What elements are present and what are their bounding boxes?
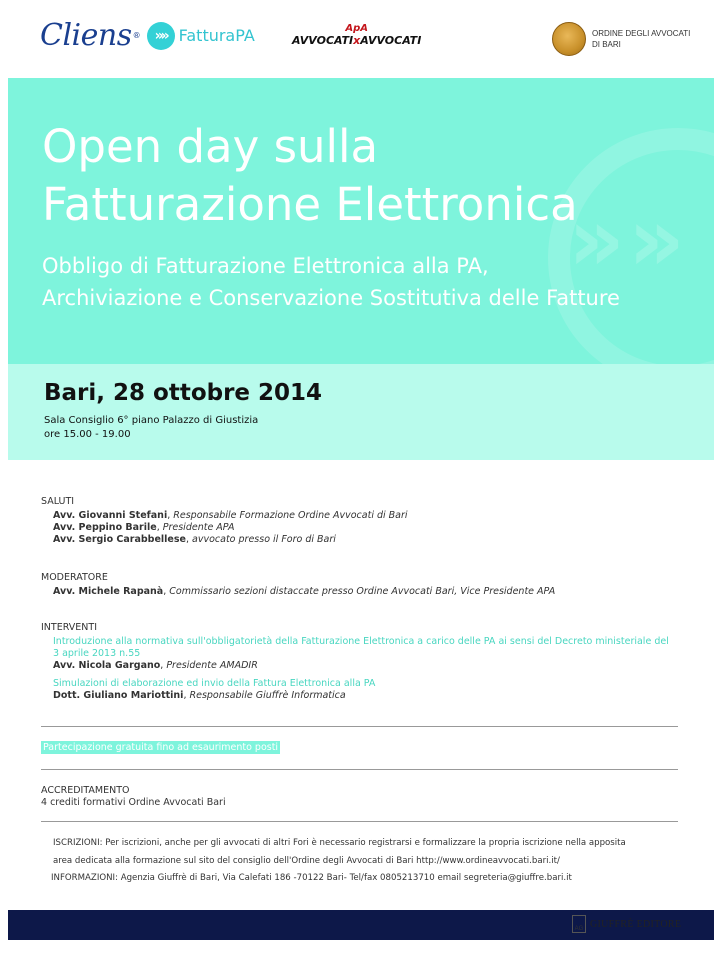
publisher-name: GIUFFRÈ EDITORE [590, 918, 682, 930]
seal-icon [552, 22, 586, 56]
apa-wordmark [292, 34, 421, 48]
person-name: Dott. Giuliano Mariottini [53, 690, 184, 701]
title-line1: Open day sulla [42, 120, 379, 173]
section-moderatore [41, 572, 681, 598]
list-item: Dott. Giuliano Mariottini, Responsabile Giuffrè Informatica [53, 690, 346, 701]
venue-text: Sala Consiglio 6° piano Palazzo di Giustizia [44, 415, 259, 426]
section-interventi [41, 622, 681, 702]
fatturapa-label: FatturaPA [178, 26, 255, 45]
cliens-wordmark: Cliens [40, 18, 132, 53]
header [0, 0, 720, 78]
apa-mark: ApA [345, 23, 368, 34]
event-date: Bari, 28 ottobre 2014 [44, 380, 323, 406]
apa-logo [292, 24, 421, 48]
talk-title: Introduzione alla normativa sull'obbligatorietà della Fatturazione Elettronica a carico delle PA ai sensi del Decreto ministeriale del [53, 636, 669, 647]
list-item: Avv. Sergio Carabbellese, avvocato presso il Foro di Bari [53, 534, 336, 545]
talk-title: Simulazioni di elaborazione ed invio della Fattura Elettronica alla PA [53, 678, 376, 689]
subtitle-line2: Archiviazione e Conservazione Sostitutiva delle Fatture [42, 286, 620, 310]
section-heading: INTERVENTI [41, 622, 98, 633]
subtitle-line1: Obbligo di Fatturazione Elettronica alla PA, [42, 254, 489, 278]
accreditamento-text: 4 crediti formativi Ordine Avvocati Bari [41, 797, 226, 808]
divider [41, 821, 678, 822]
list-item: Avv. Peppino Barile, Presidente APA [53, 522, 235, 533]
ordine-avvocati-logo [552, 22, 690, 56]
person-name: Avv. Giovanni Stefani [53, 510, 168, 521]
divider [41, 769, 678, 770]
giuffre-logo [572, 915, 681, 933]
person-role: avvocato presso il Foro di Bari [192, 534, 336, 545]
chevron-right-icon: » [628, 188, 685, 291]
person-name: Avv. Nicola Gargano [53, 660, 161, 671]
event-venue [44, 414, 258, 442]
informazioni-text: INFORMAZIONI: Agenzia Giuffrè di Bari, Via Calefati 186 -70122 Bari- Tel/fax 0805213710 email segreteria@giuffre.bari.it [51, 873, 572, 883]
date-band [8, 364, 714, 460]
iscrizioni-text: ISCRIZIONI: Per iscrizioni, anche per gli avvocati di altri Fori è necessario registrarsi e formalizzare la propria iscrizione nella apposita [53, 838, 626, 848]
accreditamento-section [41, 785, 226, 809]
ordine-text [592, 28, 690, 50]
iscrizioni-text-cont: area dedicata alla formazione sul sito del consiglio dell'Ordine degli Avvocati di Bari http://www.ordineavvocati.bari.it/ [53, 856, 560, 866]
section-heading: MODERATORE [41, 572, 108, 583]
participation-note: Partecipazione gratuita fino ad esaurimento posti [43, 742, 279, 753]
subtitle [42, 250, 620, 314]
apa-x: x [353, 34, 361, 47]
registered-mark: ® [132, 31, 141, 40]
talk-title-cont: 3 aprile 2013 n.55 [53, 648, 141, 659]
person-role: Presidente AMADIR [166, 660, 258, 671]
cliens-logo [40, 18, 255, 53]
apa-right: AVVOCATI [360, 34, 422, 47]
person-role: Responsabile Giuffrè Informatica [189, 690, 346, 701]
ordine-line2: DI BARI [592, 40, 621, 49]
title-banner [8, 78, 714, 364]
section-heading: SALUTI [41, 496, 75, 507]
section-saluti [41, 496, 681, 546]
page-title [42, 118, 578, 234]
list-item: Avv. Giovanni Stefani, Responsabile Formazione Ordine Avvocati di Bari [53, 510, 408, 521]
chevron-badge-icon: »» [147, 22, 175, 50]
person-role: Responsabile Formazione Ordine Avvocati di Bari [173, 510, 408, 521]
ordine-line1: ORDINE DEGLI AVVOCATI [592, 29, 691, 38]
person-name: Avv. Michele Rapanà [53, 586, 164, 597]
chevron-right-icon: » [568, 188, 625, 291]
person-name: Avv. Peppino Barile [53, 522, 157, 533]
person-role: Presidente APA [162, 522, 235, 533]
person-role: Commissario sezioni distaccate presso Ordine Avvocati Bari, Vice Presidente APA [169, 586, 556, 597]
apa-left: AVVOCATI [292, 34, 354, 47]
list-item: Avv. Michele Rapanà, Commissario sezioni distaccate presso Ordine Avvocati Bari, Vice Presidente APA [53, 586, 556, 597]
ag-logo-icon: AG [572, 915, 586, 933]
list-item: Avv. Nicola Gargano, Presidente AMADIR [53, 660, 258, 671]
footer-strip [0, 940, 720, 960]
title-line2: Fatturazione Elettronica [42, 178, 578, 231]
person-name: Avv. Sergio Carabbellese [53, 534, 186, 545]
section-heading: ACCREDITAMENTO [41, 785, 130, 796]
divider [41, 726, 678, 727]
time-text: ore 15.00 - 19.00 [44, 429, 131, 440]
